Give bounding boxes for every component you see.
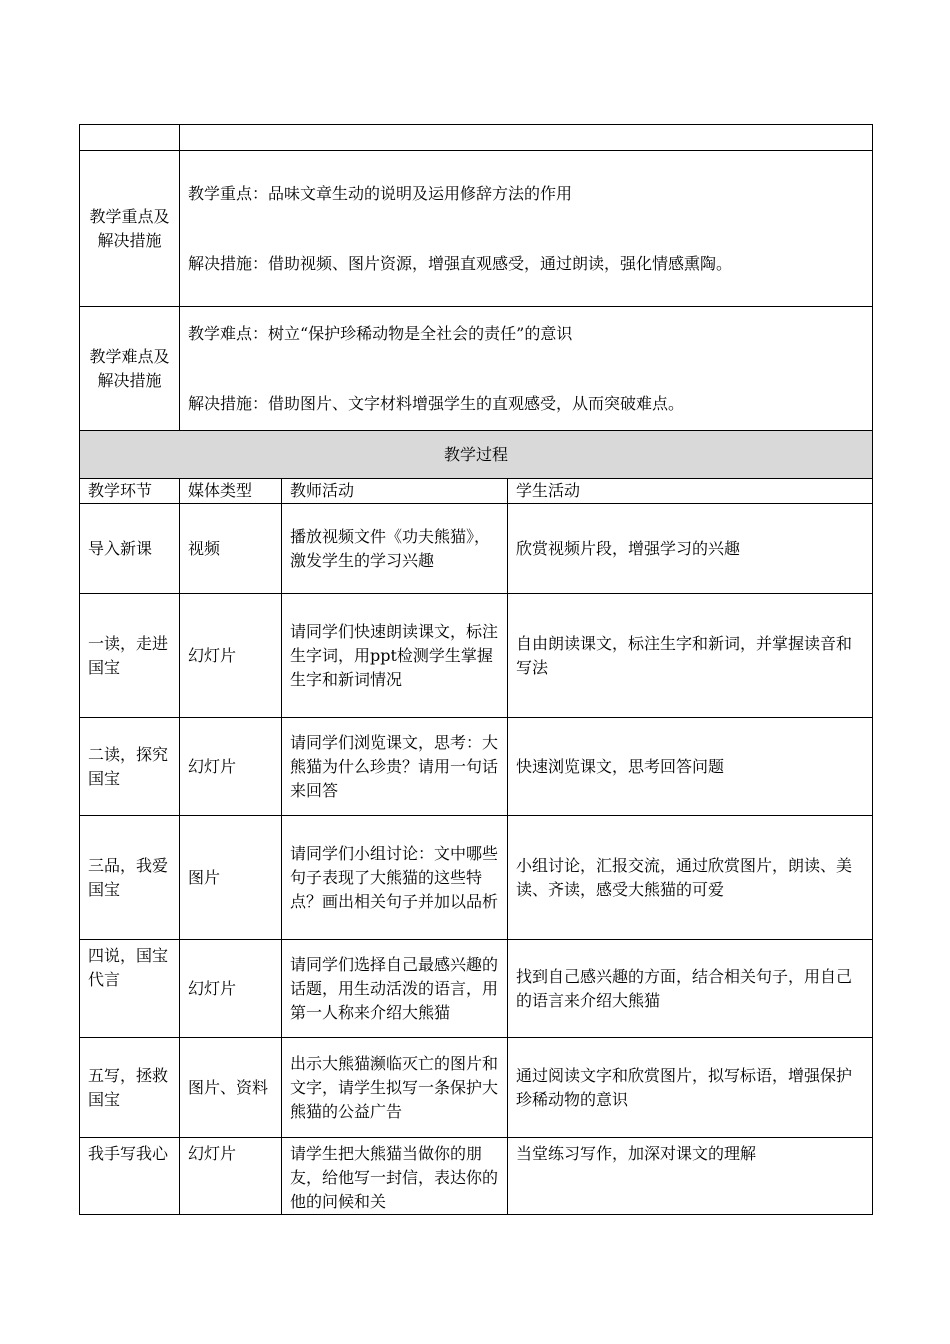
column-header-media: 媒体类型 (180, 479, 282, 504)
row-student: 自由朗读课文，标注生字和新词，并掌握读音和写法 (508, 594, 873, 718)
process-title: 教学过程 (80, 431, 873, 479)
process-header-row (80, 431, 873, 479)
row-stage: 导入新课 (80, 504, 180, 594)
row-stage: 一读，走进国宝 (80, 594, 180, 718)
row-stage: 五写，拯救国宝 (80, 1038, 180, 1138)
difficulty-label: 教学难点及解决措施 (80, 307, 180, 431)
column-header-stage: 教学环节 (80, 479, 180, 504)
row-stage: 三品，我爱国宝 (80, 816, 180, 940)
row-teacher: 请学生把大熊猫当做你的朋友，给他写一封信，表达你的他的问候和关 (282, 1138, 508, 1215)
empty-content-cell (180, 125, 873, 151)
focus-content (180, 151, 873, 307)
row-student: 欣赏视频片段，增强学习的兴趣 (508, 504, 873, 594)
table-row (80, 718, 873, 816)
difficulty-solution: 解决措施：借助图片、文字材料增强学生的直观感受，从而突破难点。 (188, 393, 685, 413)
table-row (80, 1038, 873, 1138)
row-teacher: 出示大熊猫濒临灭亡的图片和文字，请学生拟写一条保护大熊猫的公益广告 (282, 1038, 508, 1138)
row-media: 图片 (180, 816, 282, 940)
focus-label: 教学重点及解决措施 (80, 151, 180, 307)
row-media: 视频 (180, 504, 282, 594)
focus-solution: 解决措施：借助视频、图片资源，增强直观感受，通过朗读，强化情感熏陶。 (188, 253, 733, 273)
row-media: 幻灯片 (180, 940, 282, 1038)
row-student: 找到自己感兴趣的方面，结合相关句子，用自己的语言来介绍大熊猫 (508, 940, 873, 1038)
column-header-row (80, 479, 873, 504)
focus-row (80, 151, 873, 307)
row-teacher: 播放视频文件《功夫熊猫》，激发学生的学习兴趣 (282, 504, 508, 594)
table-row (80, 1138, 873, 1215)
row-media: 幻灯片 (180, 594, 282, 718)
table-row (80, 940, 873, 1038)
empty-top-row (80, 125, 873, 151)
column-header-teacher: 教师活动 (282, 479, 508, 504)
row-teacher: 请同学们快速朗读课文，标注生字词，用ppt检测学生掌握生字和新词情况 (282, 594, 508, 718)
table-row (80, 504, 873, 594)
empty-label-cell (80, 125, 180, 151)
row-stage: 四说，国宝代言 (80, 940, 180, 1038)
row-teacher: 请同学们选择自己最感兴趣的话题，用生动活泼的语言，用第一人称来介绍大熊猫 (282, 940, 508, 1038)
difficulty-content (180, 307, 873, 431)
row-teacher: 请同学们浏览课文，思考：大熊猫为什么珍贵？请用一句话来回答 (282, 718, 508, 816)
focus-key-point: 教学重点：品味文章生动的说明及运用修辞方法的作用 (188, 183, 573, 203)
lesson-plan-table (79, 124, 873, 1215)
row-student: 小组讨论，汇报交流，通过欣赏图片，朗读、美读、齐读，感受大熊猫的可爱 (508, 816, 873, 940)
row-stage: 我手写我心 (80, 1138, 180, 1215)
row-media: 幻灯片 (180, 1138, 282, 1215)
row-teacher: 请同学们小组讨论：文中哪些句子表现了大熊猫的这些特点？画出相关句子并加以品析 (282, 816, 508, 940)
table-row (80, 594, 873, 718)
column-header-student: 学生活动 (508, 479, 873, 504)
row-student: 通过阅读文字和欣赏图片，拟写标语，增强保护珍稀动物的意识 (508, 1038, 873, 1138)
table-row (80, 816, 873, 940)
row-media: 幻灯片 (180, 718, 282, 816)
row-stage: 二读，探究国宝 (80, 718, 180, 816)
row-student: 快速浏览课文，思考回答问题 (508, 718, 873, 816)
difficulty-row (80, 307, 873, 431)
row-media: 图片、资料 (180, 1038, 282, 1138)
row-student: 当堂练习写作，加深对课文的理解 (508, 1138, 873, 1215)
difficulty-key-point: 教学难点：树立“保护珍稀动物是全社会的责任”的意识 (188, 323, 573, 343)
